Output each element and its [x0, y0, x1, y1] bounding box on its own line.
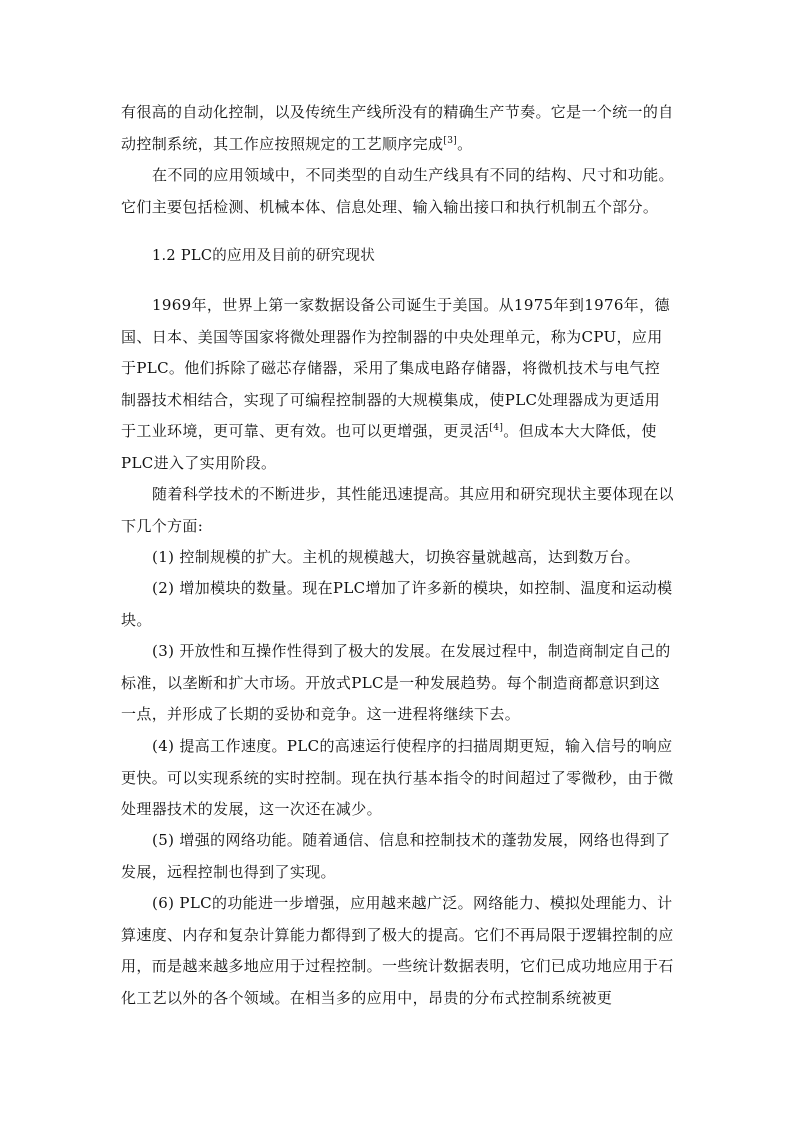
paragraph-2: 在不同的应用领域中，不同类型的自动生产线具有不同的结构、尺寸和功能。它们主要包括检测、机械本体、信息处理、输入输出接口和执行机制五个部分。 [121, 166, 674, 216]
list-item-3: (3) 开放性和互操作性得到了极大的发展。在发展过程中，制造商制定自己的标准，以垄断和扩大市场。开放式PLC是一种发展趋势。每个制造商都意识到这一点，并形成了长期的妥协和竞争。这一进程将继续下去。 [121, 642, 671, 723]
paragraph-3 [121, 290, 675, 479]
list-item-4: (4) 提高工作速度。PLC的高速运行使程序的扫描周期更短，输入信号的响应更快。可以实现系统的实时控制。现在执行基本指令的时间超过了零微秒，由于微处理器技术的发展，这一次还在减少。 [121, 737, 674, 818]
list-item-1: (1) 控制规模的扩大。主机的规模越大，切换容量就越高，达到数万台。 [152, 548, 640, 566]
citation-4: [4] [489, 423, 504, 433]
list-item-6: (6) PLC的功能进一步增强，应用越来越广泛。网络能力、模拟处理能力、计算速度、内存和复杂计算能力都得到了极大的提高。它们不再局限于逻辑控制的应用，而是越来越多地应用于过程控制。一些统计数据表明，它们已成功地应用于石化工艺以外的各个领域。在相当多的应用中，昂贵的分布式控制系统被更 [121, 894, 674, 1007]
paragraph-3-end: 。但成本大大降低，使PLC进入了实用阶段。 [121, 422, 657, 472]
list-item-5: (5) 增强的网络功能。随着通信、信息和控制技术的蓬勃发展，网络也得到了发展，远程控制也得到了实现。 [121, 831, 671, 881]
list-item-2: (2) 增加模块的数量。现在PLC增加了许多新的模块，如控制、温度和运动模块。 [121, 579, 673, 629]
citation-3: [3] [443, 135, 458, 146]
paragraph-3-text: 1969年，世界上第一家数据设备公司诞生于美国。从1975年到1976年，德国、日本、美国等国家将微处理器作为控制器的中央处理单元，称为CPU，应用于PLC。他们拆除了磁芯存储器，采用了集成电路存储器，将微机技术与电气控制器技术相结合，实现了可编程控制器的大规模集成，使PLC处理器成为更适用于工业环境，更可靠、更有效。也可以更增强，更灵活 [121, 296, 670, 440]
paragraph-4: 随着科学技术的不断进步，其性能迅速提高。其应用和研究现状主要体现在以下几个方面: [121, 485, 674, 535]
paragraph-1-text: 有很高的自动化控制，以及传统生产线所没有的精确生产节奏。它是一个统一的自动控制系统，其工作应按照规定的工艺顺序完成 [121, 103, 674, 153]
paragraph-1 [121, 97, 675, 160]
paragraph-1-end: 。 [457, 134, 473, 153]
section-heading: 1.2 PLC的应用及目前的研究现状 [152, 248, 376, 264]
